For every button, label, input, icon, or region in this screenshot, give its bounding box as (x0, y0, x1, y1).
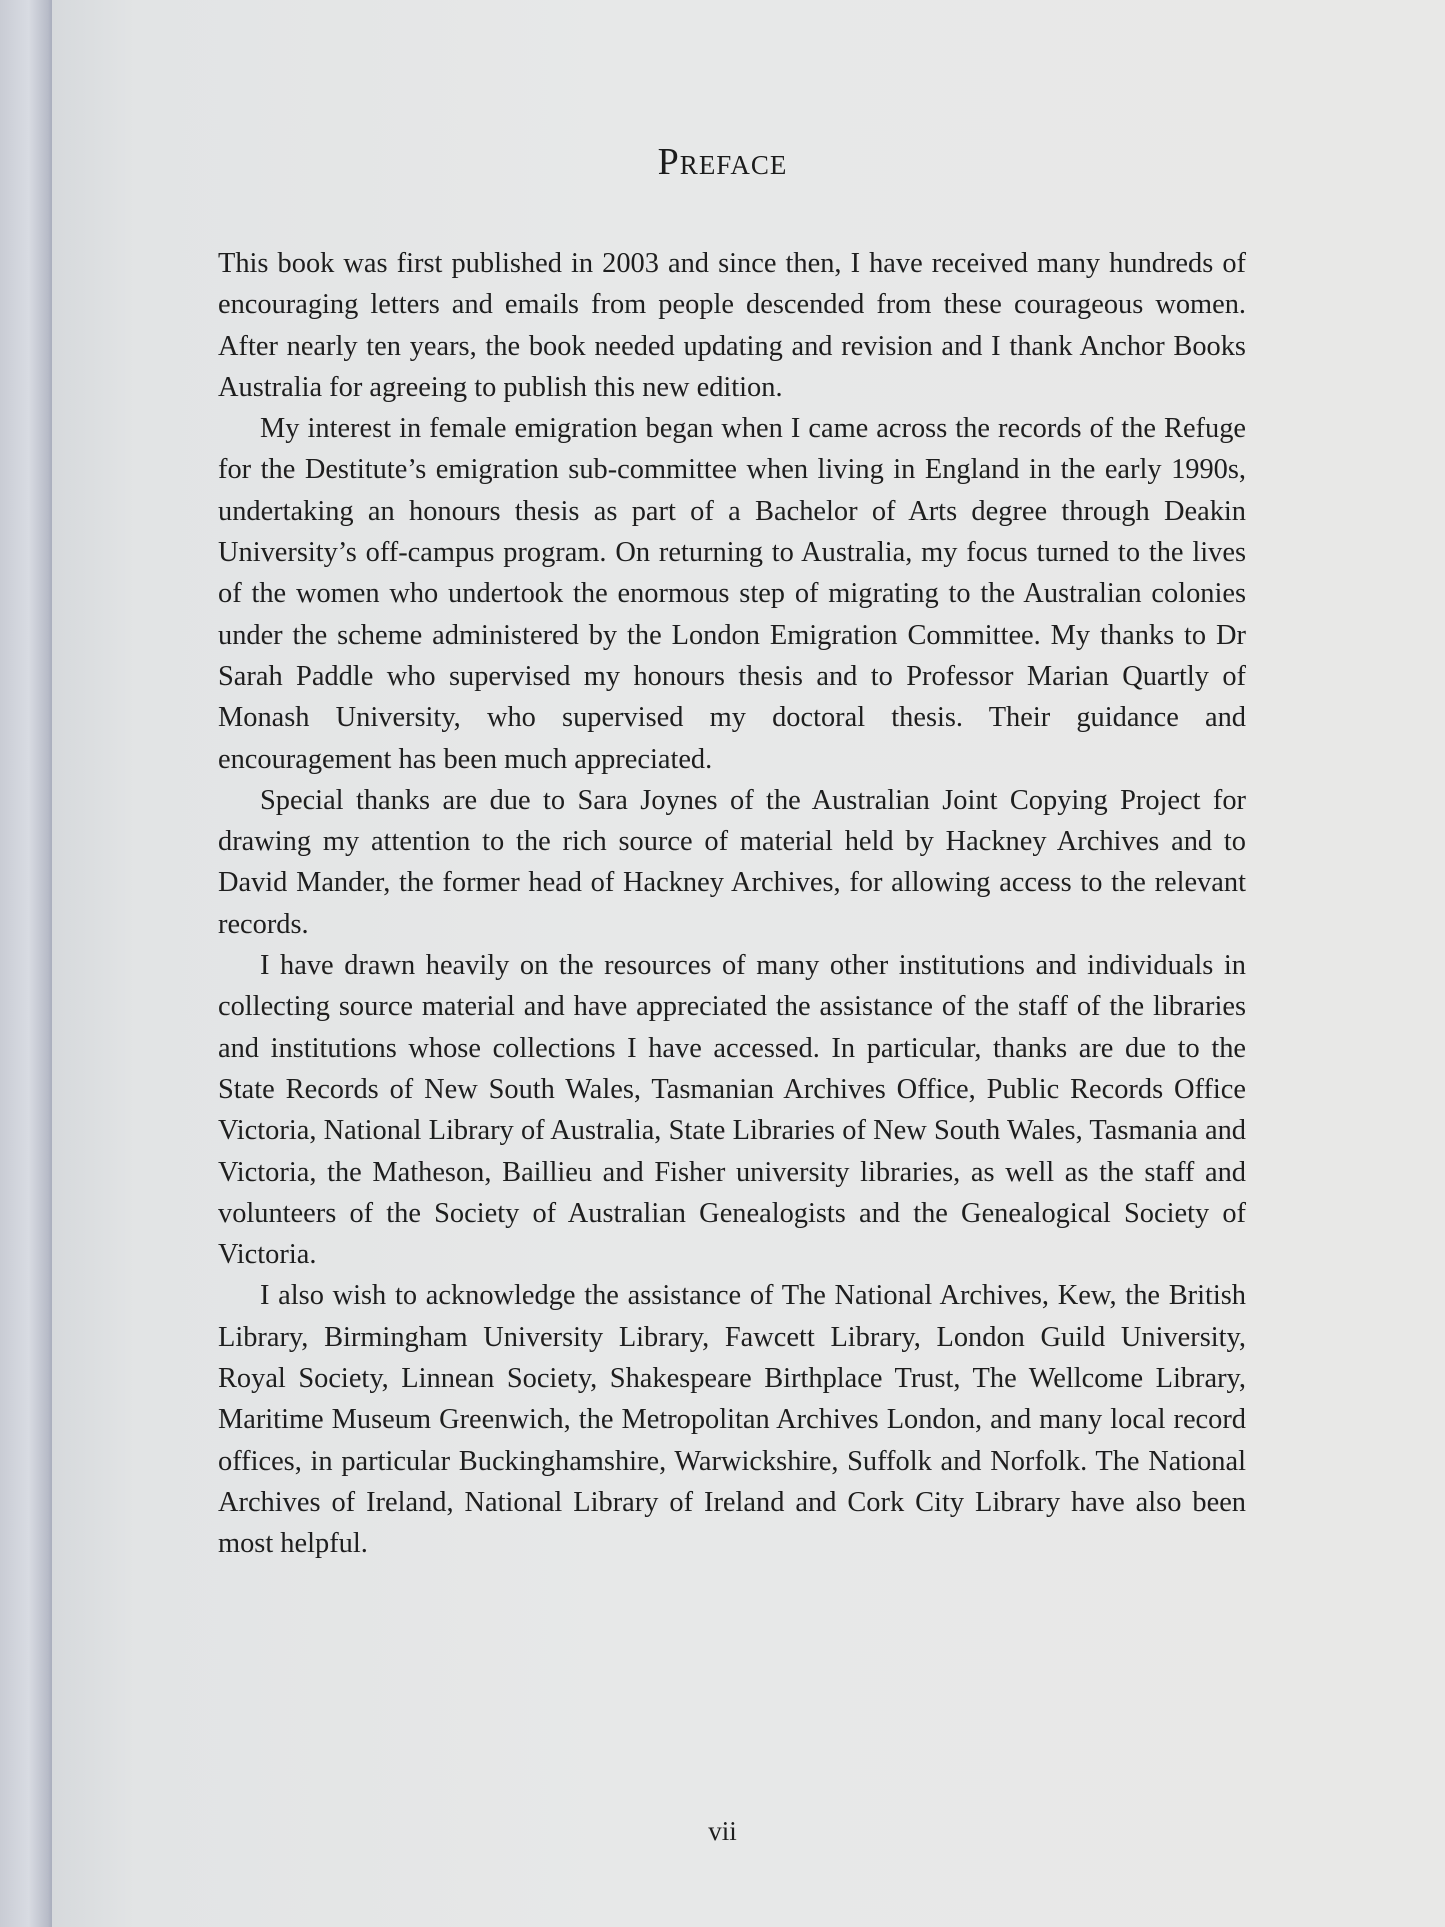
paragraph-1: This book was first published in 2003 and since then, I have received many hundreds of encouraging letters and emails from people descended from these courageous women. After nearly ten years, the book needed updating and revision and I thank Anchor Books Australia for agreeing to publish this new edition. (218, 248, 1246, 403)
paragraph-2: My interest in female emigration began when I came across the records of the Refuge for the Destitute’s emigration sub-committee when living in England in the early 1990s, undertaking an honours thesis as part of a Bachelor of Arts degree through Deakin University’s off-campus program. On returning to Australia, my focus turned to the lives of the women who undertook the enormous step of migrating to the Australian colonies under the scheme administered by the London Emigration Committee. My thanks to Dr Sarah Paddle who supervised my honours thesis and to Professor Marian Quartly of Monash University, who supervised my doctoral thesis. Their guidance and encouragement has been much appreciated. (218, 413, 1246, 775)
paragraph-4: I have drawn heavily on the resources of many other institutions and individuals in collecting source material and have appreciated the assistance of the staff of the libraries and institutions whose collections I have accessed. In particular, thanks are due to the State Records of New South Wales, Tasmanian Archives Office, Public Records Office Victoria, National Library of Australia, State Libraries of New South Wales, Tasmania and Victoria, the Matheson, Baillieu and Fisher university libraries, as well as the staff and volunteers of the Society of Australian Genealogists and the Genealogical Society of Victoria. (218, 950, 1246, 1271)
paragraph-3: Special thanks are due to Sara Joynes of the Australian Joint Copying Project for drawing my attention to the rich source of material held by Hackney Archives and to David Mander, the former head of Hackney Archives, for allowing access to the relevant records. (218, 784, 1246, 940)
preface-body (218, 243, 1246, 1565)
book-spine-edge (0, 0, 52, 1927)
paragraph-5: I also wish to acknowledge the assistance of The National Archives, Kew, the British Library, Birmingham University Library, Fawcett Library, London Guild University, Royal Society, Linnean Society, Shakespeare Birthplace Trust, The Wellcome Library, Maritime Museum Greenwich, the Metropolitan Archives London, and many local record offices, in particular Buckinghamshire, Warwickshire, Suffolk and Norfolk. The National Archives of Ireland, National Library of Ireland and Cork City Library have also been most helpful. (218, 1280, 1246, 1560)
page-title: Preface (657, 141, 788, 183)
page-number: vii (708, 1816, 737, 1846)
